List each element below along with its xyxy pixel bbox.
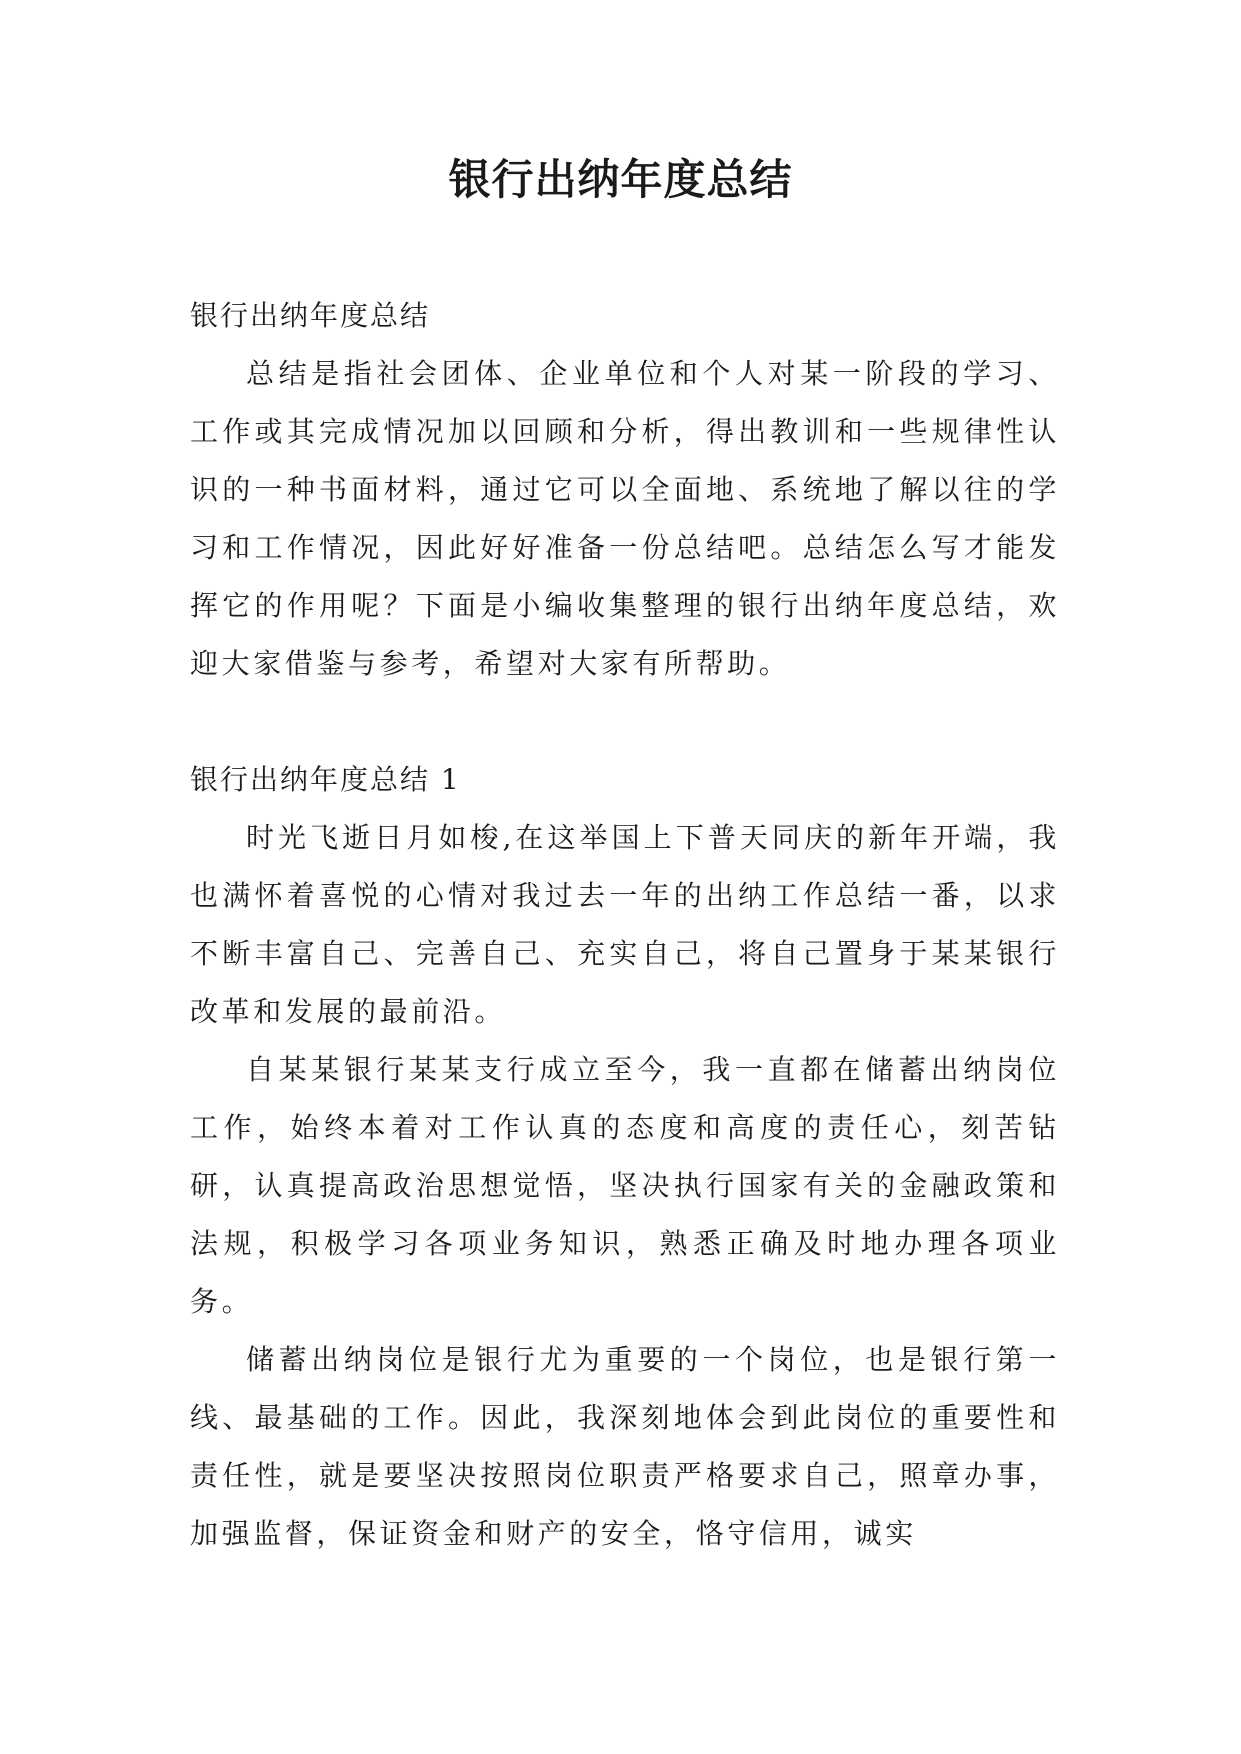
document-body	[190, 287, 1060, 1563]
section-heading: 银行出纳年度总结 1	[190, 763, 461, 796]
section-paragraph: 自某某银行某某支行成立至今，我一直都在储蓄出纳岗位工作，始终本着对工作认真的态度和高度的责任心，刻苦钻研，认真提高政治思想觉悟，坚决执行国家有关的金融政策和法规，积极学习各项业务知识，熟悉正确及时地办理各项业务。	[190, 1053, 1060, 1318]
document-title: 银行出纳年度总结	[448, 155, 793, 204]
section-paragraph: 时光飞逝日月如梭,在这举国上下普天同庆的新年开端，我也满怀着喜悦的心情对我过去一年的出纳工作总结一番，以求不断丰富自己、完善自己、充实自己，将自己置身于某某银行改革和发展的最前沿。	[190, 821, 1060, 1028]
intro-heading: 银行出纳年度总结	[190, 299, 431, 332]
section-paragraph: 储蓄出纳岗位是银行尤为重要的一个岗位，也是银行第一线、最基础的工作。因此，我深刻地体会到此岗位的重要性和责任性，就是要坚决按照岗位职责严格要求自己，照章办事，加强监督，保证资金和财产的安全，恪守信用，诚实	[190, 1343, 1060, 1550]
intro-paragraph: 总结是指社会团体、企业单位和个人对某一阶段的学习、工作或其完成情况加以回顾和分析，得出教训和一些规律性认识的一种书面材料，通过它可以全面地、系统地了解以往的学习和工作情况，因此好好准备一份总结吧。总结怎么写才能发挥它的作用呢？下面是小编收集整理的银行出纳年度总结，欢迎大家借鉴与参考，希望对大家有所帮助。	[190, 357, 1060, 680]
